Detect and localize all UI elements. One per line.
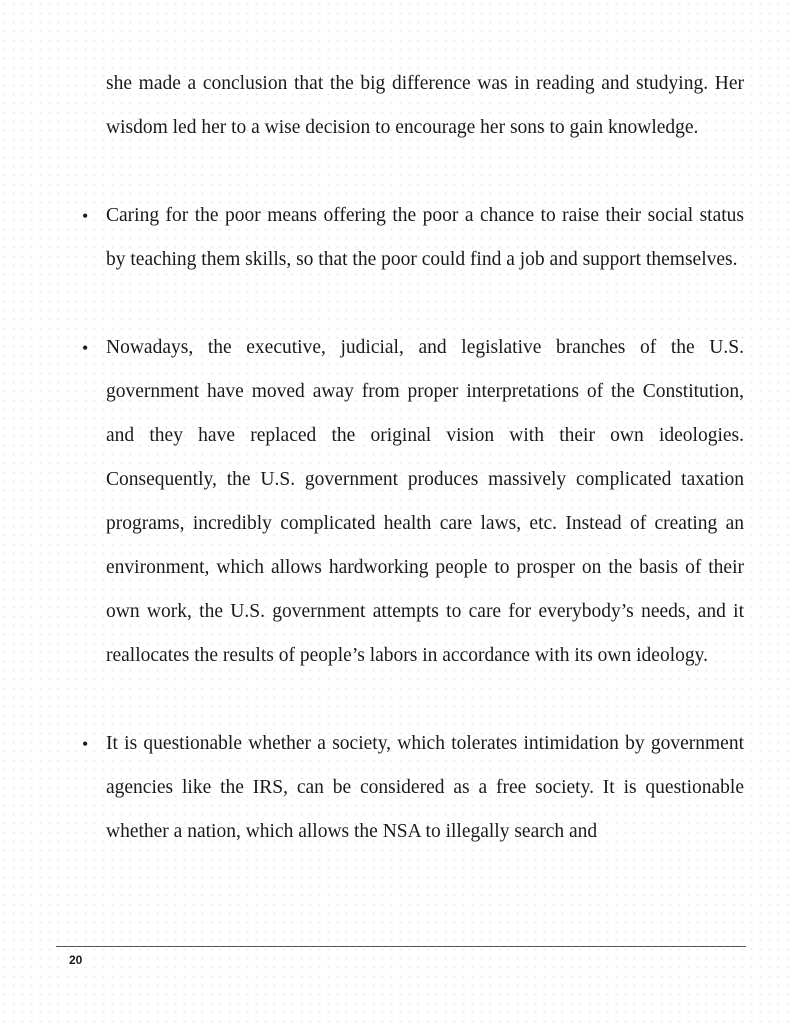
body-text xyxy=(82,62,744,854)
bullet-item xyxy=(82,194,744,282)
bullet-icon: • xyxy=(82,206,89,226)
bullet-item xyxy=(82,326,744,678)
bullet-text: Caring for the poor means offering the poor a chance to raise their social status by teaching them skills, so that the poor could find a job and support themselves. xyxy=(106,205,744,270)
continuation-paragraph: she made a conclusion that the big difference was in reading and studying. Her wisdom led her to a wise decision to encourage her sons to gain knowledge. xyxy=(106,73,744,138)
bullet-icon: • xyxy=(82,338,89,358)
bullet-item xyxy=(82,722,744,854)
bullet-icon: • xyxy=(82,734,89,754)
footer-divider xyxy=(56,946,746,947)
bullet-text: It is questionable whether a society, which tolerates intimidation by government agencies like the IRS, can be considered as a free society. It is questionable whether a nation, which allows the NSA to illegally search and xyxy=(106,733,744,842)
page-number: 20 xyxy=(69,953,83,967)
bullet-text: Nowadays, the executive, judicial, and legislative branches of the U.S. government have moved away from proper interpretations of the Constitution, and they have replaced the original vision with their own ideologies. Consequently, the U.S. government produces massively complicated taxation programs, incredibly complicated health care laws, etc. Instead of creating an environment, which allows hardworking people to prosper on the basis of their own work, the U.S. government attempts to care for everybody’s needs, and it reallocates the results of people’s labors in accordance with its own ideology. xyxy=(106,337,744,666)
